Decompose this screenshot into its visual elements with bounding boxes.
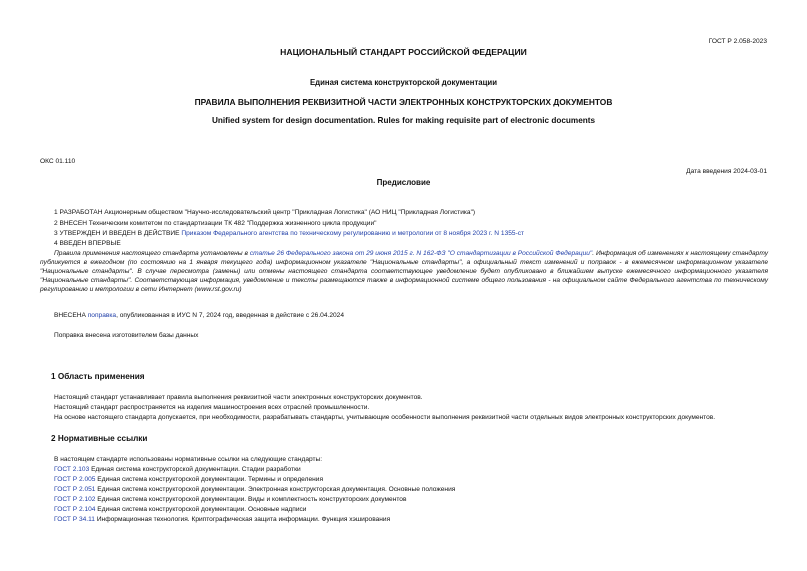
- reference-code-link[interactable]: ГОСТ Р 34.11: [54, 516, 95, 523]
- reference-item: [54, 475, 455, 485]
- reference-title: Единая система конструкторской документации. Виды и комплектность конструкторских документов: [95, 496, 407, 503]
- amendment-link[interactable]: поправка: [87, 312, 117, 319]
- reference-item: [54, 505, 455, 515]
- section-1-paragraph-1: Настоящий стандарт устанавливает правила выполнения реквизитной части электронных конструкторских документов.: [54, 394, 423, 401]
- preface-title: Предисловие: [376, 178, 431, 187]
- preface-item-3-prefix: 3 УТВЕРЖДЕН И ВВЕДЕН В ДЕЙСТВИЕ: [54, 230, 180, 237]
- section-1-title: 1 Область применения: [51, 372, 145, 381]
- section-2-title: 2 Нормативные ссылки: [51, 434, 148, 443]
- preface-item-1: 1 РАЗРАБОТАН Акционерным обществом "Научно-исследовательский центр "Прикладная Логистика" (АО НИЦ "Прикладная Логистика"): [54, 209, 476, 216]
- order-link[interactable]: Приказом Федерального агентства по техническому регулированию и метрологии от 8 ноября 2023 г. N 1355-ст: [181, 230, 525, 237]
- section-2-intro: В настоящем стандарте использованы нормативные ссылки на следующие стандарты:: [54, 456, 323, 463]
- main-title: ПРАВИЛА ВЫПОЛНЕНИЯ РЕКВИЗИТНОЙ ЧАСТИ ЭЛЕКТРОННЫХ КОНСТРУКТОРСКИХ ДОКУМЕНТОВ: [194, 97, 613, 107]
- federal-law-link[interactable]: статье 26 Федерального закона от 29 июня 2015 г. N 162-ФЗ "О стандартизации в Российской Федерации": [249, 250, 593, 257]
- reference-title: Единая система конструкторской документации. Стадии разработки: [89, 466, 301, 473]
- amendment-prefix: ВНЕСЕНА: [54, 312, 86, 319]
- section-1-paragraph-2: Настоящий стандарт распространяется на изделия машиностроения всех отраслей промышленности.: [54, 404, 370, 411]
- section-1-paragraph-3: На основе настоящего стандарта допускается, при необходимости, разрабатывать стандарты, учитывающие особенности выполнения реквизитной части отдельных видов электронных конструкторских документов.: [54, 414, 716, 421]
- reference-list: [54, 465, 455, 525]
- reference-item: [54, 465, 455, 475]
- reference-title: Информационная технология. Криптографическая защита информации. Функция хэширования: [94, 516, 391, 523]
- document-code: ГОСТ Р 2.058-2023: [708, 38, 767, 45]
- reference-code-link[interactable]: ГОСТ Р 2.102: [54, 496, 96, 503]
- reference-item: [54, 485, 455, 495]
- standard-header: НАЦИОНАЛЬНЫЙ СТАНДАРТ РОССИЙСКОЙ ФЕДЕРАЦИИ: [280, 47, 527, 57]
- reference-code-link[interactable]: ГОСТ 2.103: [54, 466, 90, 473]
- reference-code-link[interactable]: ГОСТ Р 2.005: [54, 476, 96, 483]
- preface-item-3: [54, 229, 524, 238]
- oks-code: ОКС 01.110: [40, 158, 76, 165]
- amendment-suffix: , опубликованная в ИУС N 7, 2024 год, введенная в действие с 26.04.2024: [116, 312, 344, 319]
- reference-title: Единая система конструкторской документации. Электронная конструкторская документация. Основные положения: [95, 486, 456, 493]
- reference-title: Единая система конструкторской документации. Термины и определения: [95, 476, 324, 483]
- rules-text-start: Правила применения настоящего стандарта установлены в: [54, 250, 248, 257]
- preface-item-4: 4 ВВЕДЕН ВПЕРВЫЕ: [54, 240, 121, 247]
- reference-title: Единая система конструкторской документации. Основные надписи: [95, 506, 307, 513]
- rules-paragraph: [40, 249, 768, 294]
- rules-text-rest: . Информация об изменениях к настоящему стандарту публикуется в ежегодном (по состоянию на 1 января текущего года) информационном указателе "Национальные стандарты", а официальный текст изменений и поправок - в ежемесячном информационном указателе "Национальные стандарты". В случае пересмотра (замены) или отмены настоящего стандарта соответствующее уведомление будет опубликовано в ближайшем выпуске ежемесячного информационного указателя "Национальные стандарты". Соответствующая информация, уведомление и тексты размещаются также в информационной системе общего пользования - на официальном сайте Федерального агентства по техническому регулированию и метрологии в сети Интернет (www.rst.gov.ru): [40, 250, 768, 293]
- reference-code-link[interactable]: ГОСТ Р 2.051: [54, 486, 96, 493]
- english-title: Unified system for design documentation. Rules for making requisite part of electronic documents: [211, 116, 596, 125]
- introduction-date: Дата введения 2024-03-01: [686, 168, 767, 175]
- reference-item: [54, 515, 455, 525]
- preface-item-2: 2 ВНЕСЕН Техническим комитетом по стандартизации ТК 482 "Поддержка жизненного цикла продукции": [54, 220, 377, 227]
- reference-code-link[interactable]: ГОСТ Р 2.104: [54, 506, 96, 513]
- system-title: Единая система конструкторской документации: [309, 78, 497, 87]
- amendment-line: [54, 311, 344, 320]
- amendment-note: Поправка внесена изготовителем базы данных: [54, 332, 199, 339]
- reference-item: [54, 495, 455, 505]
